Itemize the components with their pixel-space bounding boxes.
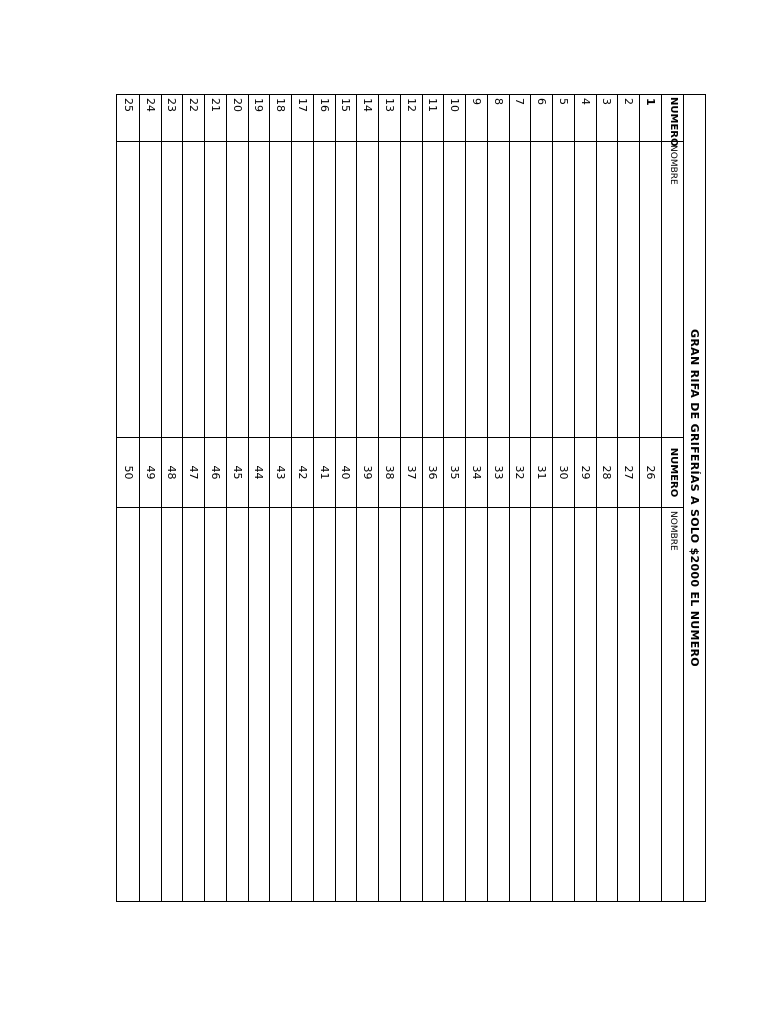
name-cell-left[interactable]: [531, 141, 552, 437]
name-cell-left[interactable]: [466, 141, 487, 437]
number-cell-right: 31: [531, 437, 552, 507]
name-cell-right[interactable]: [401, 507, 422, 901]
name-cell-right[interactable]: [336, 507, 357, 901]
table-row: [139, 95, 161, 901]
number-cell-left: 15: [339, 98, 353, 112]
table-row: [248, 95, 270, 901]
table-row: [400, 95, 422, 901]
table-row: [618, 95, 640, 901]
name-cell-right[interactable]: [640, 507, 661, 901]
table-row: [465, 95, 487, 901]
number-cell-right: 27: [619, 437, 640, 507]
name-cell-left[interactable]: [619, 141, 640, 437]
number-cell-left: 7: [513, 98, 527, 105]
name-cell-right[interactable]: [227, 507, 248, 901]
column-headers: [661, 95, 683, 901]
number-cell-right: 42: [292, 437, 313, 507]
name-cell-right[interactable]: [314, 507, 335, 901]
table-row: [596, 95, 618, 901]
number-cell-right: 47: [183, 437, 204, 507]
number-cell-left: 20: [230, 98, 244, 112]
name-cell-right[interactable]: [292, 507, 313, 901]
number-cell-left: 6: [535, 98, 549, 105]
number-cell-left: 24: [143, 98, 157, 112]
number-cell-left: 3: [600, 98, 614, 105]
number-cell-left: 21: [208, 98, 222, 112]
name-cell-left[interactable]: [336, 141, 357, 437]
name-cell-left[interactable]: [640, 141, 661, 437]
name-cell-left[interactable]: [423, 141, 444, 437]
number-cell-left: 22: [187, 98, 201, 112]
header-numero-right: NUMERO: [661, 437, 683, 507]
name-cell-right[interactable]: [249, 507, 270, 901]
name-cell-left[interactable]: [140, 141, 161, 437]
table-row: [422, 95, 444, 901]
name-cell-right[interactable]: [444, 507, 465, 901]
name-cell-left[interactable]: [379, 141, 400, 437]
number-cell-right: 36: [423, 437, 444, 507]
name-cell-left[interactable]: [205, 141, 226, 437]
number-cell-left: 5: [556, 98, 570, 105]
table-row: [161, 95, 183, 901]
number-cell-left: 16: [317, 98, 331, 112]
table-row: [291, 95, 313, 901]
number-cell-left: 9: [469, 98, 483, 105]
name-cell-right[interactable]: [488, 507, 509, 901]
header-nombre-left: NOMBRE: [661, 141, 683, 437]
name-cell-right[interactable]: [575, 507, 596, 901]
number-cell-left: 25: [121, 98, 135, 112]
number-cell-right: 50: [117, 437, 139, 507]
number-cell-right: 32: [510, 437, 531, 507]
table-row: [313, 95, 335, 901]
sheet-title: GRAN RIFA DE GRIFERÍAS A SOLO $2000 EL NUMERO: [683, 95, 705, 901]
number-cell-right: 34: [466, 437, 487, 507]
name-cell-left[interactable]: [249, 141, 270, 437]
number-cell-left: 10: [448, 98, 462, 112]
number-cell-left: 4: [578, 98, 592, 105]
table-row: [335, 95, 357, 901]
number-cell-left: 11: [426, 98, 440, 112]
number-cell-right: 26: [640, 437, 661, 507]
number-cell-right: 35: [444, 437, 465, 507]
table-row: [204, 95, 226, 901]
table-row: [639, 95, 661, 901]
name-cell-right[interactable]: [183, 507, 204, 901]
number-cell-right: 40: [336, 437, 357, 507]
number-cell-right: 39: [357, 437, 378, 507]
table-row: [182, 95, 204, 901]
name-cell-left[interactable]: [227, 141, 248, 437]
name-cell-right[interactable]: [379, 507, 400, 901]
name-cell-left[interactable]: [270, 141, 291, 437]
number-cell-right: 37: [401, 437, 422, 507]
number-cell-right: 30: [553, 437, 574, 507]
number-cell-right: 45: [227, 437, 248, 507]
name-cell-right[interactable]: [553, 507, 574, 901]
name-cell-right[interactable]: [270, 507, 291, 901]
table-row: [226, 95, 248, 901]
number-cell-left: 23: [165, 98, 179, 112]
name-cell-left[interactable]: [510, 141, 531, 437]
number-cell-left: 2: [622, 98, 636, 105]
table-row: [269, 95, 291, 901]
table-row: [443, 95, 465, 901]
name-cell-left[interactable]: [488, 141, 509, 437]
number-cell-left: 8: [491, 98, 505, 105]
table-row: [356, 95, 378, 901]
number-cell-right: 33: [488, 437, 509, 507]
raffle-rows: [117, 95, 661, 901]
number-cell-right: 28: [597, 437, 618, 507]
name-cell-left[interactable]: [162, 141, 183, 437]
number-cell-right: 43: [270, 437, 291, 507]
number-cell-right: 41: [314, 437, 335, 507]
name-cell-left[interactable]: [117, 141, 139, 437]
name-cell-right[interactable]: [205, 507, 226, 901]
name-cell-left[interactable]: [292, 141, 313, 437]
name-cell-left[interactable]: [401, 141, 422, 437]
name-cell-right[interactable]: [531, 507, 552, 901]
name-cell-right[interactable]: [466, 507, 487, 901]
name-cell-right[interactable]: [357, 507, 378, 901]
header-numero-left: NUMERO: [668, 97, 679, 147]
table-row: [117, 95, 139, 901]
header-nombre-right: NOMBRE: [661, 507, 683, 901]
name-cell-left[interactable]: [575, 141, 596, 437]
name-cell-right[interactable]: [162, 507, 183, 901]
number-cell-right: 46: [205, 437, 226, 507]
number-cell-left: 19: [252, 98, 266, 112]
name-cell-left[interactable]: [357, 141, 378, 437]
table-row: [487, 95, 509, 901]
number-cell-right: 44: [249, 437, 270, 507]
number-cell-right: 49: [140, 437, 161, 507]
name-cell-right[interactable]: [117, 507, 139, 901]
name-cell-left[interactable]: [183, 141, 204, 437]
number-cell-right: 29: [575, 437, 596, 507]
number-cell-left: 12: [404, 98, 418, 112]
number-cell-left: 14: [361, 98, 375, 112]
number-cell-left: 17: [295, 98, 309, 112]
name-cell-left[interactable]: [553, 141, 574, 437]
name-cell-right[interactable]: [619, 507, 640, 901]
table-row: [552, 95, 574, 901]
number-cell-left: 18: [274, 98, 288, 112]
name-cell-left[interactable]: [314, 141, 335, 437]
raffle-sheet: [116, 94, 706, 902]
name-cell-left[interactable]: [597, 141, 618, 437]
name-cell-right[interactable]: [140, 507, 161, 901]
name-cell-right[interactable]: [423, 507, 444, 901]
name-cell-right[interactable]: [510, 507, 531, 901]
number-cell-left: 13: [382, 98, 396, 112]
number-cell-left: 1: [644, 98, 657, 106]
number-cell-right: 38: [379, 437, 400, 507]
table-row: [378, 95, 400, 901]
table-row: [530, 95, 552, 901]
table-row: [509, 95, 531, 901]
name-cell-left[interactable]: [444, 141, 465, 437]
name-cell-right[interactable]: [597, 507, 618, 901]
table-row: [574, 95, 596, 901]
number-cell-right: 48: [162, 437, 183, 507]
